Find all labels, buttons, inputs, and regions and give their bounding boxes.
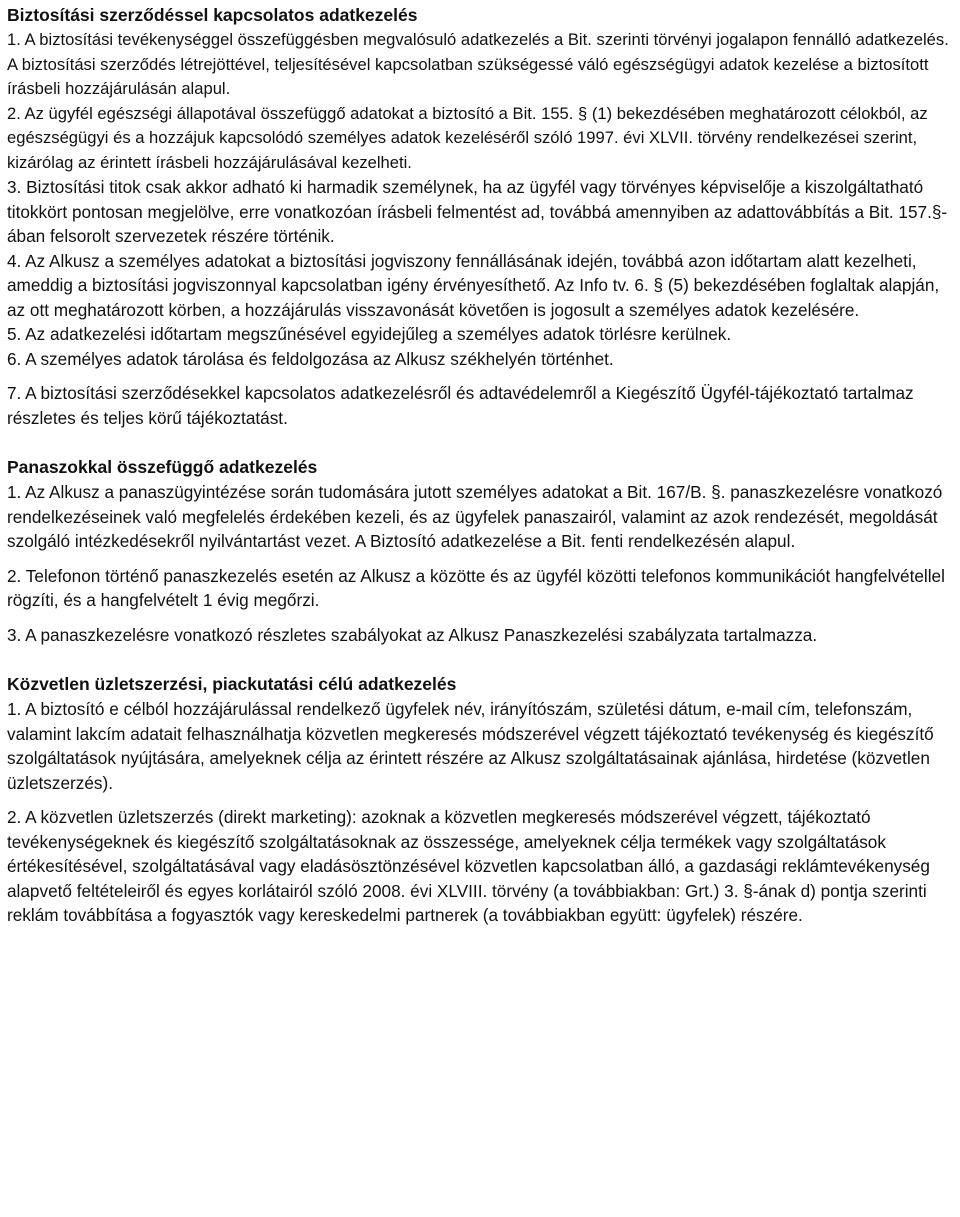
paragraph: 1. A biztosító e célból hozzájárulással rendelkező ügyfelek név, irányítószám, születési dátum, e-mail cím, telefonszám, valamint lakcím adatait felhasználhatja közvetlen megkeresés módszerével végzett tájékoztató tevékenység és kiegészítő szolgáltatások nyújtására, amelyeknek célja az érintett részére az Alkusz szolgáltatásainak ajánlása, hirdetése (közvetlen üzletszerzés). (7, 699, 934, 793)
paragraph: 2. A közvetlen üzletszerzés (direkt marketing): azoknak a közvetlen megkeresés módszerével végzett, tájékoztató tevékenységeknek és kiegészítő szolgáltatásoknak az összessége, amelyeknek célja termékek vagy szolgáltatások értékesítésével, szolgáltatásával vagy eladásösztönzésével közvetlen kapcsolatban álló, a gazdasági reklámtevékenység alapvető feltételeiről és egyes korlátairól szóló 2008. évi XLVIII. törvény (a továbbiakban: Grt.) 3. §-ának d) pontja szerinti reklám továbbítása a fogyasztók vagy kereskedelmi partnerek (a továbbiakban együtt: ügyfelek) részére. (7, 807, 930, 925)
paragraph: 7. A biztosítási szerződésekkel kapcsolatos adatkezelésről és adtavédelemről a Kiegészítő Ügyfél-tájékoztató tartalmaz részletes és teljes körű tájékoztatást. (7, 383, 914, 428)
section-heading: Biztosítási szerződéssel kapcsolatos adatkezelés (7, 5, 418, 25)
paragraph: 1. Az Alkusz a panaszügyintézése során tudomására jutott személyes adatokat a Bit. 167/B. §. panaszkezelésre vonatkozó rendelkezéseinek való megfelelés érdekében kezeli, és az ügyfelek panaszairól, valamint az azok rendezését, megoldását szolgáló intézkedésekről nyilvántartást vezet. A Biztosító adatkezelése a Bit. fenti rendelkezésén alapul. (7, 482, 943, 551)
paragraph: 5. Az adatkezelési időtartam megszűnésével egyidejűleg a személyes adatok törlésre kerülnek. (7, 324, 732, 344)
paragraph: 3. A panaszkezelésre vonatkozó részletes szabályokat az Alkusz Panaszkezelési szabályzata tartalmazza. (7, 624, 818, 645)
section-heading: Panaszokkal összefüggő adatkezelés (7, 457, 318, 477)
paragraph: 3. Biztosítási titok csak akkor adható ki harmadik személynek, ha az ügyfél vagy törvényes képviselője a kiszolgáltatható titokkört pontosan megjelölve, erre vonatkozóan írásbeli felmentést ad, továbbá amennyiben az adattovábbítás a Bit. 157.§-ában felsorolt szervezetek részére történik. (7, 177, 948, 246)
section-direct-marketing (7, 671, 953, 928)
paragraph: 4. Az Alkusz a személyes adatokat a biztosítási jogviszony fennállásának idején, továbbá azon időtartam alatt kezelheti, ameddig a biztosítási jogviszonnyal kapcsolatban igény érvényesíthető. Az Info tv. 6. § (5) bekezdésében foglaltak alapján, az ott meghatározott körben, a hozzájárulás visszavonását követően is jogosult a személyes adatok kezelésére. (7, 250, 940, 320)
paragraph: 6. A személyes adatok tárolása és feldolgozása az Alkusz székhelyén történhet. (7, 348, 614, 369)
paragraph: 1. A biztosítási tevékenységgel összefüggésben megvalósuló adatkezelés a Bit. szerinti törvényi jogalapon fennálló adatkezelés. A biztosítási szerződés létrejöttével, teljesítésével kapcsolatban szükségessé váló egészségügyi adatok kezelése a biztosított írásbeli hozzájárulásán alapul. (7, 30, 949, 98)
section-insurance-data (7, 0, 953, 430)
section-heading: Közvetlen üzletszerzési, piackutatási célú adatkezelés (7, 674, 457, 694)
paragraph: 2. Az ügyfél egészségi állapotával összefüggő adatokat a biztosító a Bit. 155. § (1) bekezdésében meghatározott célokból, az egészségügyi és a hozzájuk kapcsolódó személyes adatok kezeléséről szóló 1997. évi XLVII. törvény rendelkezései szerint, kizárólag az érintett írásbeli hozzájárulásával kezelheti. (7, 103, 928, 172)
section-complaints (7, 454, 953, 647)
paragraph: 2. Telefonon történő panaszkezelés esetén az Alkusz a közötte és az ügyfél közötti telefonos kommunikációt hangfelvétellel rögzíti, és a hangfelvételt 1 évig megőrzi. (7, 565, 945, 610)
